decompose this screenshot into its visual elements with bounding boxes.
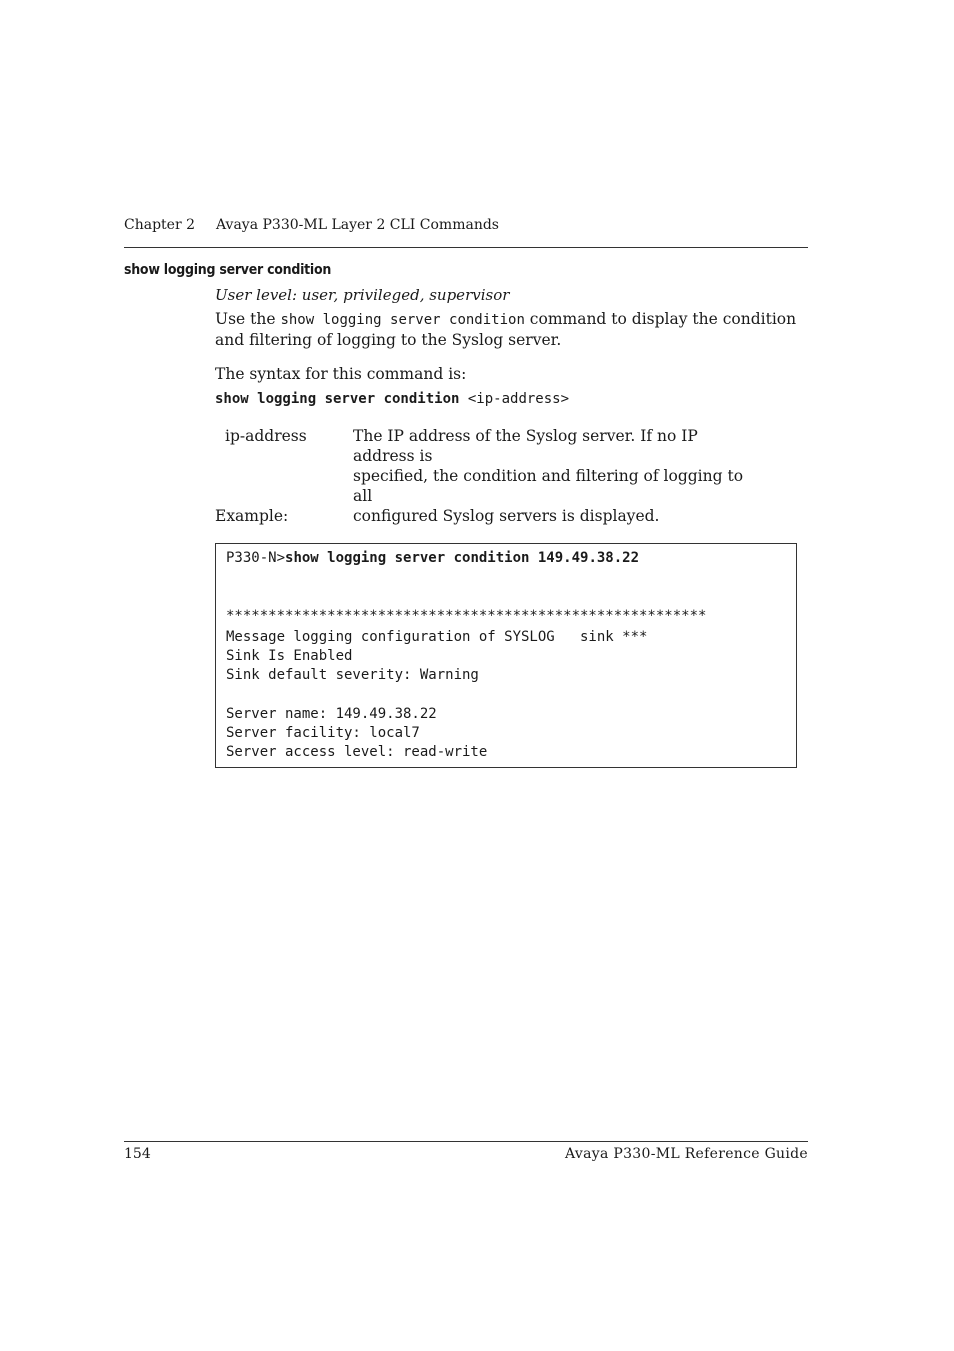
page-number: 154 <box>124 1146 151 1162</box>
intro-paragraph <box>215 309 805 350</box>
code-line: Sink Is Enabled <box>226 648 353 664</box>
param-desc-line: specified, the condition and filtering of logging to all <box>353 467 744 505</box>
intro-suffix: command to display the condition <box>524 310 797 328</box>
intro-line-2: and filtering of logging to the Syslog server. <box>215 331 562 349</box>
chapter-label: Chapter 2 <box>124 217 195 233</box>
param-desc-line: The IP address of the Syslog server. If no IP address is <box>353 427 698 465</box>
code-line: Message logging configuration of SYSLOG sink *** <box>226 629 648 645</box>
chapter-title: Avaya P330-ML Layer 2 CLI Commands <box>216 217 499 233</box>
guide-title: Avaya P330-ML Reference Guide <box>565 1146 808 1162</box>
user-level: User level: user, privileged, supervisor <box>215 286 510 304</box>
code-line: Server name: 149.49.38.22 <box>226 706 437 722</box>
code-line: ********************************************************* <box>226 608 707 624</box>
syntax-lead: The syntax for this command is: <box>215 365 467 383</box>
code-line: Server access level: read-write <box>226 744 488 760</box>
code-command-line <box>226 549 639 568</box>
page-footer <box>124 1141 808 1164</box>
code-command: show logging server condition 149.49.38.22 <box>285 550 640 566</box>
param-desc-line: configured Syslog servers is displayed. <box>353 507 660 525</box>
example-lead: Example: <box>215 507 289 525</box>
syntax-command: show logging server condition <box>215 391 460 407</box>
code-line: Server facility: local7 <box>226 725 420 741</box>
param-name: ip-address <box>225 427 307 445</box>
example-code-box <box>215 543 797 768</box>
syntax-arg: <ip-address> <box>459 391 570 407</box>
section-title: show logging server condition <box>124 262 332 278</box>
code-prompt: P330-N> <box>226 550 286 566</box>
code-line: Sink default severity: Warning <box>226 667 479 683</box>
syntax-line <box>215 389 805 409</box>
intro-prefix: Use the <box>215 310 281 328</box>
page-header <box>124 216 808 248</box>
intro-command: show logging server condition <box>280 312 525 328</box>
